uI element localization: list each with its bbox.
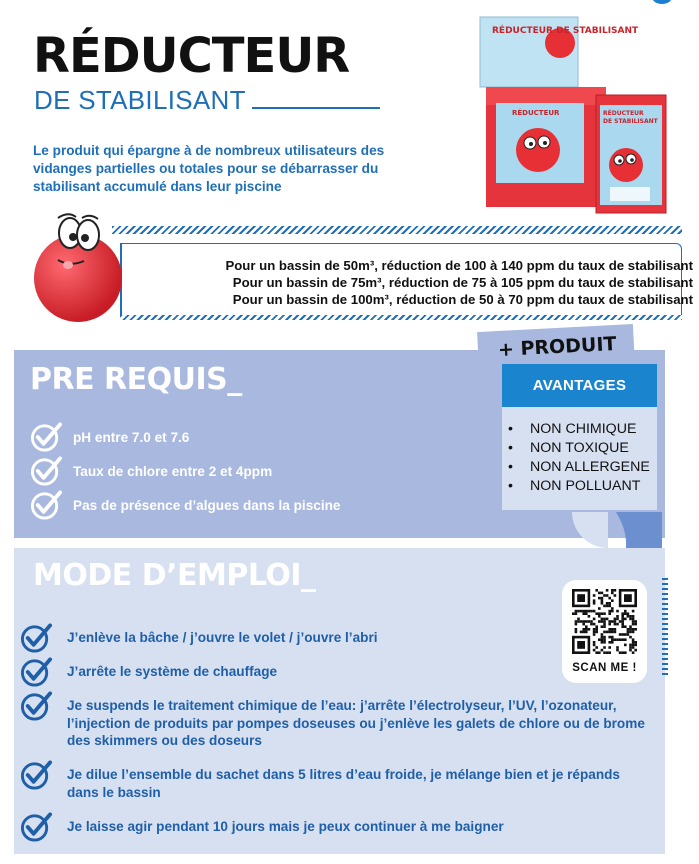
stripe-divider bbox=[120, 315, 682, 320]
advantage-item: • NON ALLERGENE bbox=[508, 459, 650, 475]
usage-step bbox=[20, 622, 647, 654]
prerequisite-item bbox=[30, 421, 189, 453]
usage-title: MODE D’EMPLOI_ bbox=[33, 558, 316, 593]
check-icon bbox=[20, 690, 53, 722]
svg-text:RÉDUCTEUR: RÉDUCTEUR bbox=[512, 109, 560, 117]
plus-product-label: + PRODUIT bbox=[497, 332, 617, 362]
prerequisite-text: Pas de présence d’algues dans la piscine bbox=[73, 497, 341, 513]
usage-step bbox=[20, 656, 647, 688]
usage-step bbox=[20, 759, 647, 801]
advantages-header: AVANTAGES bbox=[502, 364, 657, 407]
check-icon bbox=[30, 489, 63, 521]
check-icon bbox=[30, 455, 63, 487]
usage-step-text: Je dilue l’ensemble du sachet dans 5 litres d’eau froide, je mélange bien et je répands dans le bassin bbox=[67, 767, 620, 800]
usage-step-text: J’enlève la bâche / j’ouvre le volet / j’ouvre l’abri bbox=[67, 630, 378, 645]
prerequisite-item bbox=[30, 489, 340, 521]
mascot-ball-image bbox=[28, 205, 128, 325]
product-display-image bbox=[478, 15, 668, 220]
page-subtitle: DE STABILISANT bbox=[34, 85, 246, 115]
ratio-line: Pour un bassin de 100m³, réduction de 50 à 70 ppm du taux de stabilisant bbox=[232, 292, 693, 307]
check-icon bbox=[20, 622, 53, 654]
advantage-item: • NON TOXIQUE bbox=[508, 440, 629, 456]
ratio-line: Pour un bassin de 50m³, réduction de 100 à 140 ppm du taux de stabilisant bbox=[225, 258, 693, 273]
advantage-item: • NON POLLUANT bbox=[508, 478, 641, 494]
check-icon bbox=[30, 421, 63, 453]
svg-text:DE STABILISANT: DE STABILISANT bbox=[603, 118, 658, 125]
intro-text: Le produit qui épargne à de nombreux utilisateurs des vidanges partielles ou totales pour se débarrasser du stabilisant accumulé dans leur piscine bbox=[33, 143, 385, 194]
prerequisites-title: PRE REQUIS_ bbox=[30, 362, 242, 397]
usage-step-text: Je laisse agir pendant 10 jours mais je peux continuer à me baigner bbox=[67, 819, 504, 834]
advantage-item: • NON CHIMIQUE bbox=[508, 421, 637, 437]
check-icon bbox=[20, 811, 53, 843]
scan-me-label: SCAN ME ! bbox=[572, 662, 637, 674]
svg-text:RÉDUCTEUR: RÉDUCTEUR bbox=[603, 110, 644, 117]
check-icon bbox=[20, 759, 53, 791]
stripe-divider bbox=[112, 226, 682, 234]
stripe-divider bbox=[662, 578, 668, 678]
page-title: RÉDUCTEUR bbox=[33, 28, 350, 84]
usage-step-text: J’arrête le système de chauffage bbox=[67, 664, 278, 679]
prerequisite-text: Taux de chlore entre 2 et 4ppm bbox=[73, 463, 273, 479]
ratio-line: Pour un bassin de 75m³, réduction de 75 à 105 ppm du taux de stabilisant bbox=[232, 275, 693, 290]
usage-step-text: Je suspends le traitement chimique de l’eau: j’arrête l’électrolyseur, l’UV, l’ozonateur, l’injection de produits par pompes doseuses ou j’enlève les galets de chlore ou de brome des skimmers ou des doseurs bbox=[67, 698, 645, 749]
product-box-top-label: RÉDUCTEUR DE STABILISANT bbox=[492, 26, 639, 36]
corner-decoration bbox=[652, 0, 672, 4]
usage-step bbox=[20, 690, 647, 750]
check-icon bbox=[20, 656, 53, 688]
title-underline bbox=[252, 107, 380, 109]
prerequisite-text: pH entre 7.0 et 7.6 bbox=[73, 429, 190, 445]
prerequisite-item bbox=[30, 455, 272, 487]
usage-step bbox=[20, 811, 647, 843]
